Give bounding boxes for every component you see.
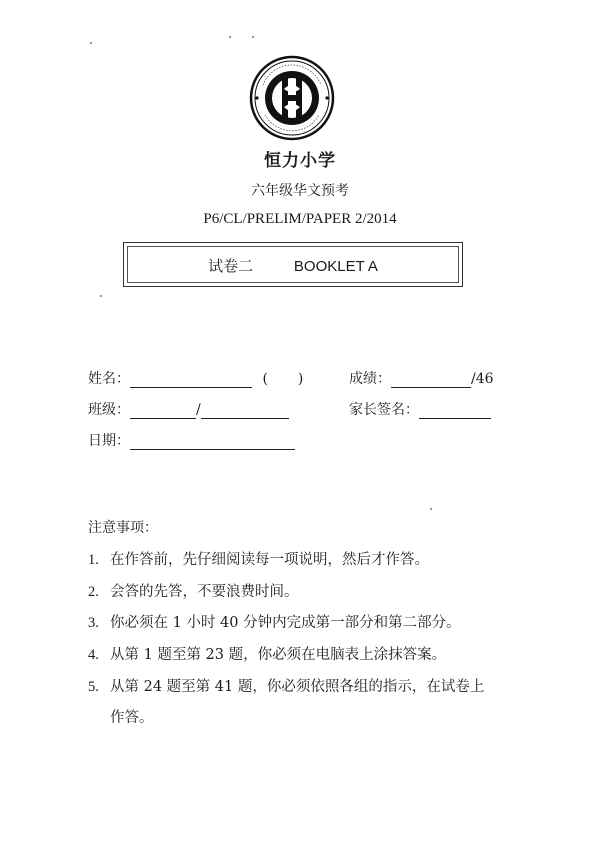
score-label: 成绩：	[349, 371, 391, 387]
school-name: 恒力小学	[264, 151, 336, 171]
class-separator: /	[196, 402, 201, 418]
score-total: /46	[471, 371, 494, 387]
date-label: 日期：	[88, 433, 130, 449]
date-line[interactable]	[130, 435, 295, 450]
name-line[interactable]	[130, 373, 252, 388]
booklet-cn: 试卷二	[208, 257, 254, 275]
class-line-1[interactable]	[130, 404, 196, 419]
paper-code: P6/CL/PRELIM/PAPER 2/2014	[203, 211, 397, 227]
parent-sign-line[interactable]	[419, 404, 491, 419]
instructions-title: 注意事项：	[88, 520, 158, 536]
booklet-en: BOOKLET A	[293, 258, 378, 275]
instruction-item: 5. 从第 24 题至第 41 题，你必须依照各组的指示，在试卷上	[88, 679, 485, 695]
name-field[interactable]	[88, 368, 303, 388]
score-field	[349, 368, 494, 388]
instruction-item-continuation: 作答。	[110, 710, 154, 726]
class-field[interactable]	[88, 399, 289, 419]
class-label: 班级：	[88, 402, 130, 418]
scan-speck	[229, 36, 231, 38]
instruction-item: 3. 你必须在 1 小时 40 分钟内完成第一部分和第二部分。	[88, 615, 461, 631]
date-field[interactable]	[88, 430, 295, 450]
name-label: 姓名：	[88, 371, 130, 387]
instruction-item: 4. 从第 1 题至第 23 题，你必须在电脑表上涂抹答案。	[88, 647, 447, 663]
booklet-label-box	[123, 242, 463, 287]
school-crest-logo	[249, 55, 335, 141]
index-paren-open: (	[262, 371, 268, 387]
exam-title: 六年级华文预考	[251, 183, 349, 199]
parent-sign-field[interactable]	[349, 399, 491, 419]
scan-speck	[100, 295, 102, 297]
booklet-label	[124, 255, 462, 276]
score-line[interactable]	[391, 373, 471, 388]
scan-speck	[252, 36, 254, 38]
class-line-2[interactable]	[201, 404, 289, 419]
parent-sign-label: 家长签名：	[349, 402, 419, 418]
scan-speck	[90, 42, 92, 44]
instruction-item: 1. 在作答前，先仔细阅读每一项说明，然后才作答。	[88, 552, 429, 568]
index-paren-close: )	[297, 371, 304, 387]
instruction-item: 2. 会答的先答，不要浪费时间。	[88, 584, 299, 600]
scan-speck	[430, 508, 432, 510]
